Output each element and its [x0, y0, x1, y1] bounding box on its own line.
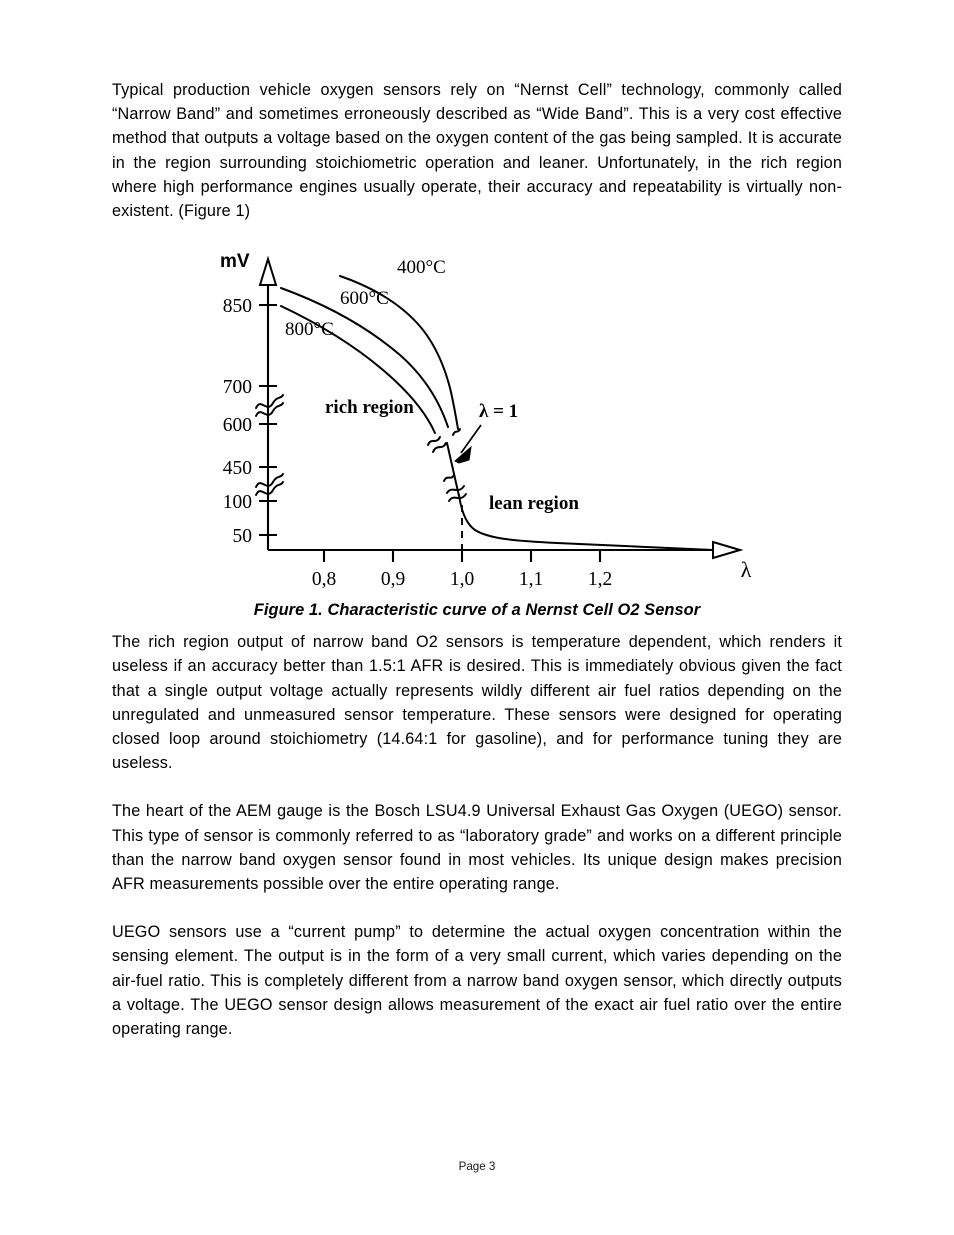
y-axis-break-upper: [256, 395, 283, 416]
y-tick-label-700: 700: [222, 377, 252, 399]
figure-1-chart: [197, 247, 757, 595]
y-axis-arrowhead: [260, 259, 276, 285]
curve-label-600c: 600°C: [340, 288, 389, 310]
x-axis-arrowhead: [713, 542, 740, 558]
x-tick-label-1-0: 1,0: [449, 569, 475, 591]
curve-label-400c: 400°C: [397, 257, 446, 279]
page-footer: Page 3: [458, 1160, 496, 1173]
y-tick-label-600: 600: [222, 415, 252, 437]
curve-label-800c: 800°C: [285, 319, 334, 341]
y-axis-title: mV: [220, 251, 250, 273]
paragraph-rich-region-output: The rich region output of narrow band O2 sensors is temperature dependent, which renders it useless if an accuracy better than 1.5:1 AFR is desired. This is immediately obvious given the fact that a single output voltage actually represents wildly different air fuel ratios depending on the unregulated and unmeasured sensor temperature. These sensors were designed for operating closed loop around stoichiometry (14.64:1 for gasoline), and for performance tuning they are useless.: [112, 633, 842, 773]
nernst-cell-characteristic-curve-svg: [197, 247, 757, 595]
y-axis-break-lower: [256, 474, 283, 495]
curve-stoich-transition: [447, 443, 459, 496]
x-tick-label-1-1: 1,1: [518, 569, 544, 591]
y-tick-label-850: 850: [222, 296, 252, 318]
y-tick-label-50: 50: [232, 526, 252, 548]
figure-1-block: [112, 247, 842, 620]
x-tick-label-0-8: 0,8: [311, 569, 337, 591]
y-tick-label-100: 100: [222, 492, 252, 514]
y-tick-label-450: 450: [222, 458, 252, 480]
paragraph-aem-gauge: The heart of the AEM gauge is the Bosch LSU4.9 Universal Exhaust Gas Oxygen (UEGO) sensor. This type of sensor is commonly referred to as “laboratory grade” and works on a different principle than the narrow band oxygen sensor found in most vehicles. Its unique design makes precision AFR measurements possible over the entire operating range.: [112, 802, 842, 894]
x-tick-label-0-9: 0,9: [380, 569, 406, 591]
figure-1-caption: Figure 1. Characteristic curve of a Nernst Cell O2 Sensor: [253, 601, 701, 620]
annotation-lambda-equals-one: λ = 1: [479, 401, 519, 423]
paragraph-intro: Typical production vehicle oxygen sensors rely on “Nernst Cell” technology, commonly called “Narrow Band” and sometimes erroneously described as “Wide Band”. This is a very cost effective method that outputs a voltage based on the oxygen content of the gas being sampled. It is accurate in the region surrounding stoichiometric operation and leaner. Unfortunately, in the rich region where high performance engines usually operate, their accuracy and repeatability is virtually non-existent. (Figure 1): [112, 81, 842, 221]
curve-break-upper: [428, 429, 460, 452]
x-tick-label-1-2: 1,2: [587, 569, 613, 591]
paragraph-current-pump: UEGO sensors use a “current pump” to determine the actual oxygen concentration within the sensing element. The output is in the form of a very small current, which varies depending on the air-fuel ratio. This is completely different from a narrow band oxygen sensor, which directly outputs a voltage. The UEGO sensor design allows measurement of the exact air fuel ratio over the entire operating range.: [112, 923, 842, 1039]
annotation-rich-region: rich region: [325, 397, 414, 419]
annotation-lean-region: lean region: [489, 493, 579, 515]
x-axis-title: λ: [740, 557, 752, 583]
document-content: [112, 78, 842, 1041]
